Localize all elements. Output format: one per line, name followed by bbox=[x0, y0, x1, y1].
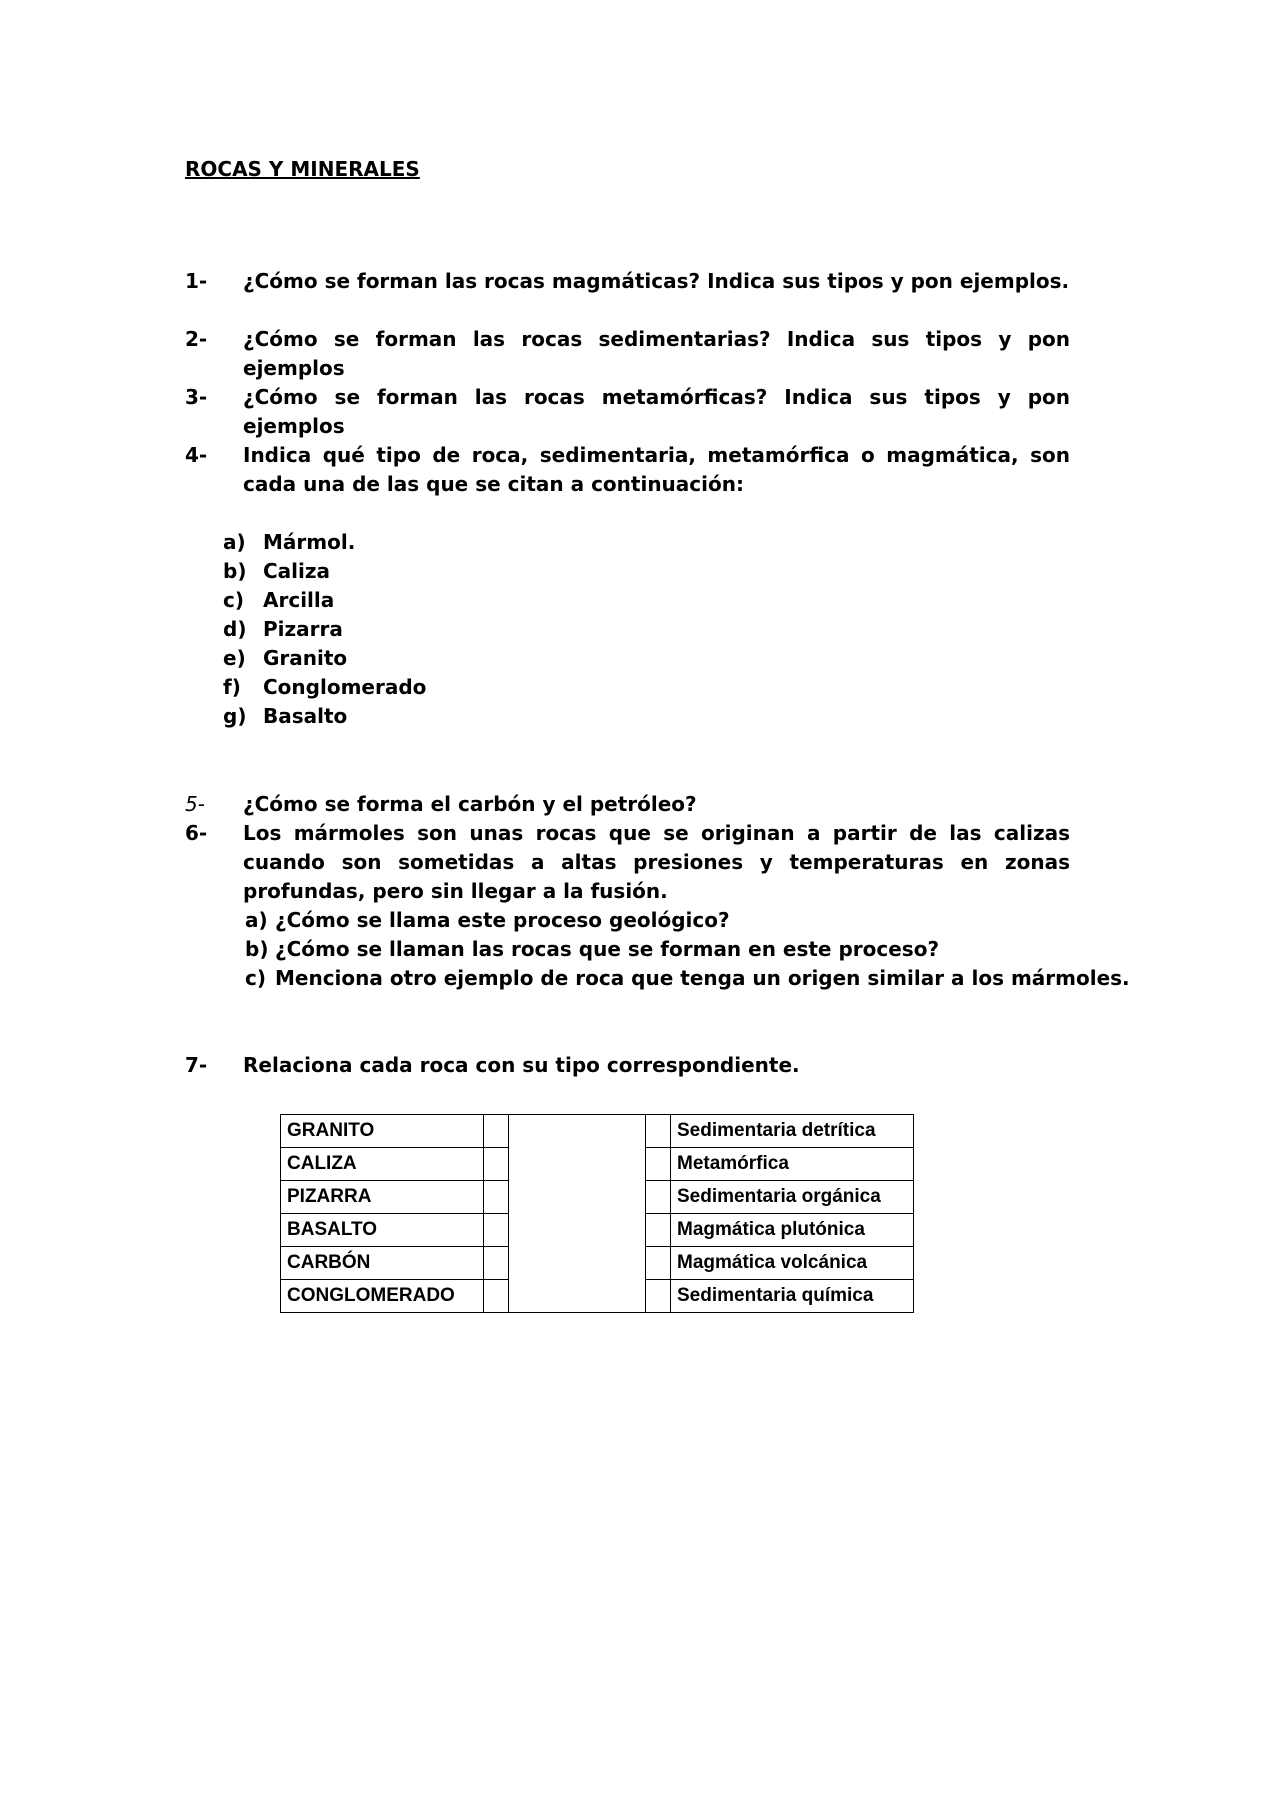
question-6 bbox=[185, 819, 1070, 906]
sub-text: ¿Cómo se llama este proceso geológico? bbox=[275, 908, 730, 932]
question-text: ¿Cómo se forman las rocas sedimentarias? Indica sus tipos y pon ejemplos bbox=[243, 327, 1070, 380]
list-item bbox=[223, 557, 426, 586]
option-label: f) bbox=[223, 675, 241, 699]
option-label: g) bbox=[223, 704, 247, 728]
rock-answer-box[interactable] bbox=[484, 1247, 509, 1280]
list-item bbox=[223, 644, 426, 673]
type-answer-box[interactable] bbox=[646, 1181, 671, 1214]
option-text: Basalto bbox=[263, 704, 348, 728]
rock-cell: GRANITO bbox=[281, 1115, 484, 1148]
list-item bbox=[223, 528, 426, 557]
rock-cell: CARBÓN bbox=[281, 1247, 484, 1280]
matching-gap bbox=[509, 1115, 646, 1313]
question-1 bbox=[185, 267, 1070, 296]
rock-cell: BASALTO bbox=[281, 1214, 484, 1247]
question-number: 6- bbox=[185, 821, 208, 845]
question-7 bbox=[185, 1051, 1070, 1080]
question-number: 1- bbox=[185, 269, 208, 293]
table-row bbox=[281, 1115, 914, 1148]
rock-answer-box[interactable] bbox=[484, 1148, 509, 1181]
type-cell: Sedimentaria detrítica bbox=[671, 1115, 914, 1148]
question-text: Relaciona cada roca con su tipo correspondiente. bbox=[243, 1053, 800, 1077]
rock-answer-box[interactable] bbox=[484, 1214, 509, 1247]
type-cell: Metamórfica bbox=[671, 1148, 914, 1181]
type-answer-box[interactable] bbox=[646, 1214, 671, 1247]
question-text: ¿Cómo se forman las rocas magmáticas? Indica sus tipos y pon ejemplos. bbox=[243, 269, 1070, 293]
option-label: b) bbox=[223, 559, 247, 583]
list-item bbox=[223, 673, 426, 702]
question-text: Indica qué tipo de roca, sedimentaria, metamórfica o magmática, son cada una de las que se citan a continuación: bbox=[243, 443, 1070, 496]
question-3 bbox=[185, 383, 1070, 441]
option-text: Caliza bbox=[263, 559, 331, 583]
question-6-subquestions bbox=[245, 906, 1130, 993]
rock-cell: PIZARRA bbox=[281, 1181, 484, 1214]
question-number: 4- bbox=[185, 443, 208, 467]
question-number: 2- bbox=[185, 327, 208, 351]
question-number: 3- bbox=[185, 385, 208, 409]
rock-answer-box[interactable] bbox=[484, 1115, 509, 1148]
list-item bbox=[223, 586, 426, 615]
rock-cell: CONGLOMERADO bbox=[281, 1280, 484, 1313]
type-cell: Magmática plutónica bbox=[671, 1214, 914, 1247]
option-label: e) bbox=[223, 646, 246, 670]
option-label: c) bbox=[223, 588, 244, 612]
type-answer-box[interactable] bbox=[646, 1247, 671, 1280]
sub-label: c) bbox=[245, 966, 266, 990]
list-item bbox=[223, 702, 426, 731]
rock-answer-box[interactable] bbox=[484, 1181, 509, 1214]
type-answer-box[interactable] bbox=[646, 1280, 671, 1313]
question-number: 5- bbox=[185, 792, 205, 816]
question-5 bbox=[185, 790, 1070, 819]
option-text: Arcilla bbox=[263, 588, 335, 612]
option-label: d) bbox=[223, 617, 247, 641]
sub-text: ¿Cómo se llaman las rocas que se forman en este proceso? bbox=[275, 937, 940, 961]
question-text: ¿Cómo se forma el carbón y el petróleo? bbox=[243, 792, 697, 816]
type-cell: Sedimentaria orgánica bbox=[671, 1181, 914, 1214]
type-answer-box[interactable] bbox=[646, 1115, 671, 1148]
list-item bbox=[245, 964, 1130, 993]
option-text: Mármol. bbox=[263, 530, 356, 554]
option-label: a) bbox=[223, 530, 246, 554]
question-4-options bbox=[223, 528, 426, 731]
matching-table bbox=[280, 1114, 914, 1313]
question-text: Los mármoles son unas rocas que se originan a partir de las calizas cuando son sometidas a altas presiones y temperaturas en zonas profundas, pero sin llegar a la fusión. bbox=[243, 821, 1070, 903]
question-4 bbox=[185, 441, 1070, 499]
type-answer-box[interactable] bbox=[646, 1148, 671, 1181]
question-2 bbox=[185, 325, 1070, 383]
type-cell: Magmática volcánica bbox=[671, 1247, 914, 1280]
rock-answer-box[interactable] bbox=[484, 1280, 509, 1313]
sub-label: b) bbox=[245, 937, 269, 961]
sub-text: Menciona otro ejemplo de roca que tenga un origen similar a los mármoles. bbox=[275, 966, 1130, 990]
question-number: 7- bbox=[185, 1053, 208, 1077]
question-text: ¿Cómo se forman las rocas metamórficas? Indica sus tipos y pon ejemplos bbox=[243, 385, 1070, 438]
type-cell: Sedimentaria química bbox=[671, 1280, 914, 1313]
list-item bbox=[245, 935, 1130, 964]
option-text: Pizarra bbox=[263, 617, 343, 641]
list-item bbox=[223, 615, 426, 644]
list-item bbox=[245, 906, 1130, 935]
rock-cell: CALIZA bbox=[281, 1148, 484, 1181]
page-title: ROCAS Y MINERALES bbox=[185, 157, 420, 181]
option-text: Granito bbox=[263, 646, 348, 670]
option-text: Conglomerado bbox=[263, 675, 427, 699]
sub-label: a) bbox=[245, 908, 268, 932]
